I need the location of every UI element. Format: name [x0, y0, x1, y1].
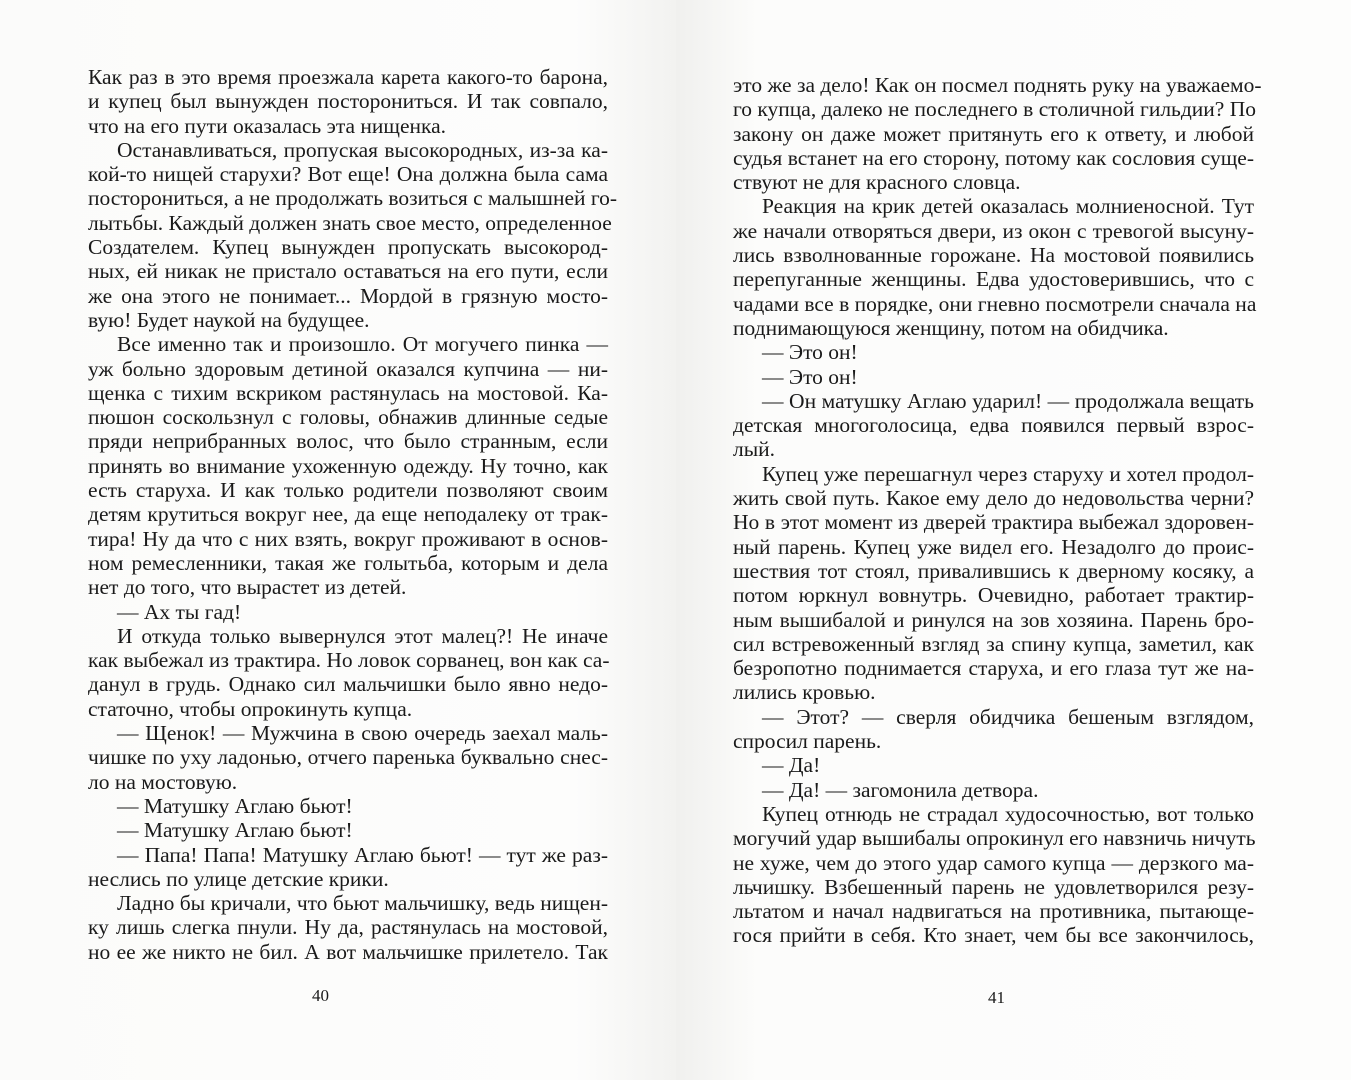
text-line: спросил парень. [733, 729, 882, 754]
text-line: посторониться, а не продолжать возиться с малышней го- [88, 186, 618, 211]
text-line: ным вышибалой и ринулся на зов хозяина. Парень бро- [733, 607, 1254, 632]
text-line: Останавливаться, пропуская высокородных, из-за ка- [117, 137, 608, 162]
text-line: Реакция на крик детей оказалась молниеносной. Тут [762, 194, 1254, 219]
text-line: Создателем. Купец вынужден пропускать высокород- [88, 235, 608, 260]
text-line: пряди неприбранных волос, что было странным, если [88, 429, 608, 454]
text-line: ствуют не для красного словца. [733, 170, 1021, 195]
text-line: статочно, чтобы опрокинуть купца. [88, 696, 413, 721]
text-line: не хуже, чем до этого удар самого купца — дерзкого ма- [733, 850, 1254, 875]
text-line: — Это он! [762, 364, 858, 389]
text-line: Купец отнюдь не страдал худосочностью, вот только [762, 801, 1254, 826]
text-line: закону он даже может притянуть его к ответу, и любой [733, 121, 1254, 146]
text-line: — Щенок! — Мужчина в свою очередь заехал маль- [117, 721, 608, 746]
text-line: неслись по улице детские крики. [88, 866, 389, 891]
text-line: же она этого не понимает... Мордой в грязную мосто- [88, 283, 608, 308]
right-page-text [733, 73, 1262, 948]
text-line: но ее же никто не бил. А вот мальчишке прилетело. Так [88, 939, 608, 964]
text-line: нет до того, что вырастет из детей. [88, 575, 407, 600]
text-line: Ладно бы кричали, что бьют мальчишку, ведь нищен- [117, 891, 608, 916]
text-line: уж больно здоровым детиной оказался купчина — ни- [88, 356, 608, 381]
text-line: ный парень. Купец уже видел его. Незадолго до проис- [733, 534, 1254, 559]
text-line: как выбежал из трактира. Но ловок сорванец, вон как са- [88, 648, 610, 673]
text-line: сил встревоженный взгляд за спину купца, заметил, как [733, 631, 1254, 656]
text-line: могучий удар вышибалы опрокинул его навзничь ничуть [733, 826, 1256, 851]
text-line: пюшон соскользнул с головы, обнажив длинные седые [88, 405, 608, 430]
text-line: кой-то нищей старухи? Вот еще! Она должна была сама [88, 162, 608, 187]
text-line: ло на мостовую. [88, 769, 238, 794]
left-page-number: 40 [312, 986, 329, 1005]
text-line: — Этот? — сверля обидчика бешеным взглядом, [762, 704, 1254, 729]
text-line: — Матушку Аглаю бьют! [117, 793, 353, 818]
text-line: — Ах ты гад! [117, 599, 242, 624]
text-line: шествия тот стоял, привалившись к дверному косяку, а [733, 558, 1254, 583]
text-line: вую! Будет наукой на будущее. [88, 307, 370, 332]
text-line: детская многоголосица, едва появился первый взрос- [733, 413, 1254, 438]
text-line: Все именно так и произошло. От могучего пинка — [117, 332, 608, 357]
text-line: данул в грудь. Однако сил мальчишки было явно недо- [88, 672, 608, 697]
text-line: принять во внимание ухоженную одежду. Ну точно, как [88, 453, 608, 478]
text-line: — Это он! [762, 340, 858, 365]
text-line: чишке по уху ладонью, отчего паренька буквально снес- [88, 745, 608, 770]
text-line: го купца, далеко не последнего в столичной гильдии? По [733, 97, 1257, 122]
text-line: — Папа! Папа! Матушку Аглаю бьют! — тут же раз- [117, 842, 608, 867]
text-line: лый. [733, 437, 776, 462]
text-line: — Да! — загомонила детвора. [762, 777, 1039, 802]
text-line: чадами все в порядке, они гневно посмотрели сначала на [733, 291, 1257, 316]
text-line: же начали отворяться двери, из окон с тревогой высуну- [733, 218, 1254, 243]
text-line: — Матушку Аглаю бьют! [117, 818, 353, 843]
text-line: — Да! [762, 753, 821, 778]
text-line: потом юркнул вовнутрь. Очевидно, работает трактир- [733, 583, 1254, 608]
text-line: лытьбы. Каждый должен знать свое место, определенное [88, 210, 612, 235]
text-line: Как раз в это время проезжала карета какого-то барона, [88, 65, 608, 89]
text-line: что на его пути оказалась эта нищенка. [88, 113, 447, 138]
text-line: тира! Ну да что с них взять, вокруг проживают в основ- [88, 526, 608, 551]
text-line: жить свой путь. Какое ему дело до недовольства черни? [733, 486, 1254, 511]
right-page-number: 41 [988, 988, 1005, 1007]
text-line: ном ремесленники, такая же голытьба, которым и дела [88, 550, 608, 575]
text-line: это же за дело! Как он посмел поднять руку на уважаемо- [733, 73, 1262, 97]
text-line: детям крутиться вокруг нее, да еще неподалеку от трак- [88, 502, 608, 527]
text-line: — Он матушку Аглаю ударил! — продолжала вещать [762, 388, 1254, 413]
text-line: льтатом и начал надвигаться на противника, пытающе- [733, 899, 1254, 924]
text-line: льчишку. Взбешенный парень не удовлетворился резу- [733, 874, 1254, 899]
text-line: судья встанет на его сторону, потому как сословия суще- [733, 145, 1254, 170]
text-line: И откуда только вывернулся этот малец?! Не иначе [117, 623, 608, 648]
left-page-text [88, 65, 618, 964]
text-line: Купец уже перешагнул через старуху и хотел продол- [762, 461, 1254, 486]
text-line: поднимающуюся женщину, потом на обидчика. [733, 315, 1169, 340]
text-line: и купец был вынужден посторониться. И так совпало, [88, 89, 608, 114]
text-line: гося прийти в себя. Кто знает, чем бы все закончилось, [733, 923, 1254, 948]
text-line: есть старуха. И как только родители позволяют своим [88, 478, 608, 503]
text-line: ных, ей никак не пристало оставаться на его пути, если [88, 259, 608, 284]
text-line: лись взволнованные горожане. На мостовой появились [733, 243, 1254, 268]
text-line: щенка с тихим вскриком растянулась на мостовой. Ка- [88, 380, 608, 405]
text-line: лились кровью. [733, 680, 876, 705]
right-page [676, 0, 1351, 1080]
text-line: ку лишь слегка пнули. Ну да, растянулась на мостовой, [88, 915, 608, 940]
text-line: перепуганные женщины. Едва удостоверившись, что с [733, 267, 1254, 292]
text-line: Но в этот момент из дверей трактира выбежал здоровен- [733, 510, 1254, 535]
text-line: безропотно поднимается старуха, и его глаза тут же на- [733, 656, 1254, 681]
